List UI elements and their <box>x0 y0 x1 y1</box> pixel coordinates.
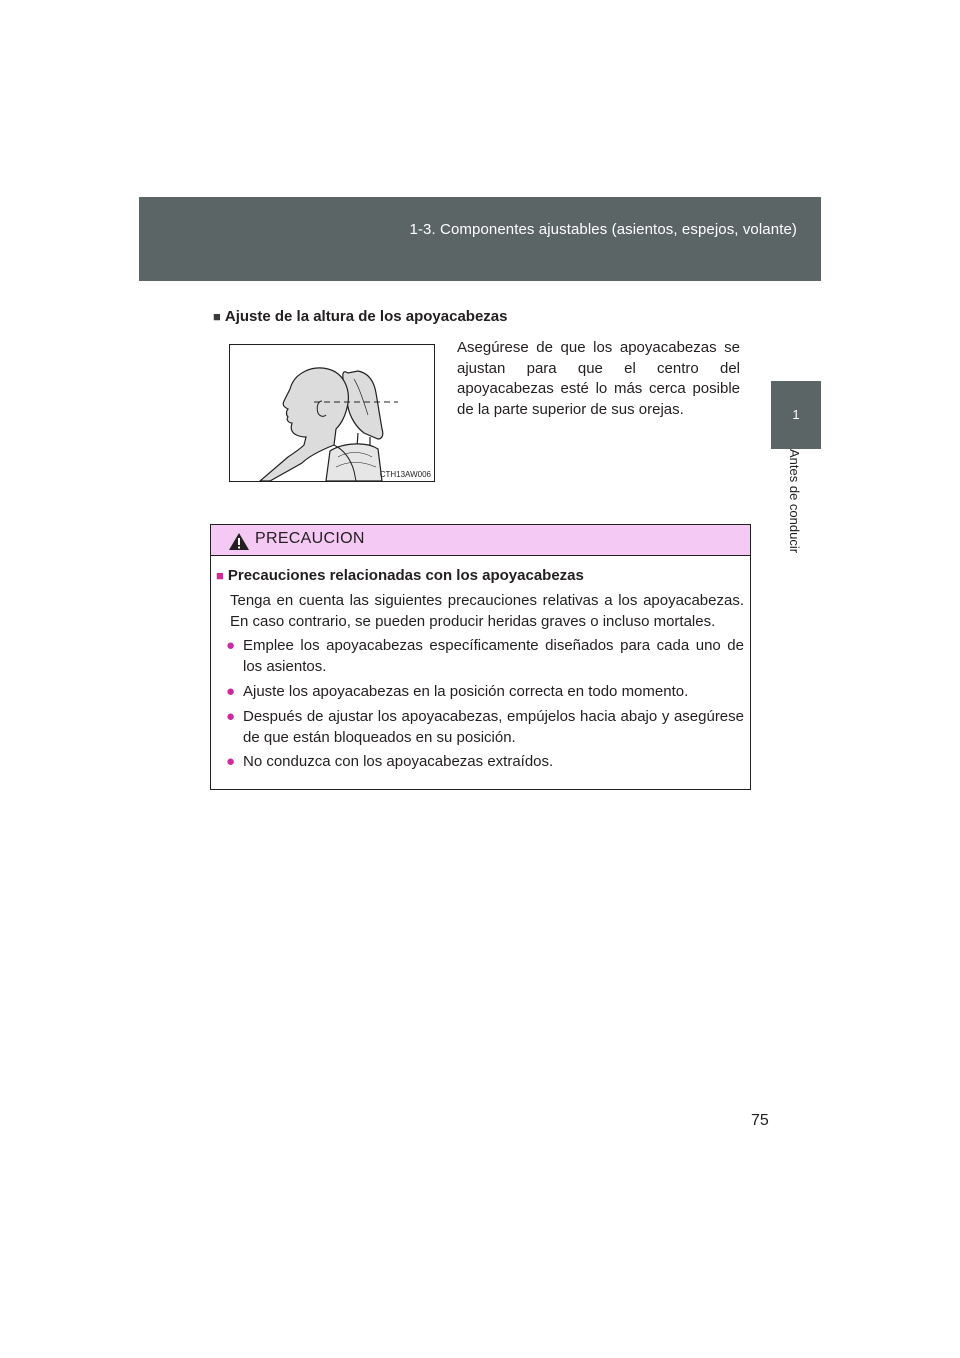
page-number: 75 <box>751 1112 769 1129</box>
caution-subheading-text: Precauciones relacionadas con los apoyacabezas <box>227 567 584 584</box>
section-title: 1-3. Componentes ajustables (asientos, espejos, volante) <box>409 221 797 238</box>
caution-subheading <box>216 567 584 584</box>
caution-bullet-text: Después de ajustar los apoyacabezas, empújelos hacia abajo y asegúrese de que están bloqueados en su posición. <box>243 708 744 746</box>
caution-box <box>210 524 751 790</box>
chapter-number: 1 <box>792 407 800 422</box>
warning-triangle-icon <box>228 532 250 551</box>
circle-bullet-icon: ● <box>226 753 236 770</box>
caution-intro-text: Tenga en cuenta las siguientes precauciones relativas a los apoyacabezas. En caso contrario, se pueden producir heridas graves o incluso mortales. <box>230 592 744 630</box>
caution-bullet <box>226 682 744 703</box>
caution-bullet-text: Emplee los apoyacabezas específicamente diseñados para cada uno de los asientos. <box>243 637 744 675</box>
circle-bullet-icon: ● <box>226 683 236 700</box>
caution-bullet-text: Ajuste los apoyacabezas en la posición correcta en todo momento. <box>243 683 689 700</box>
chapter-label: Antes de conducir <box>787 449 802 554</box>
square-bullet-icon: ■ <box>216 568 224 583</box>
figure-code: CTH13AW006 <box>379 470 431 479</box>
caution-bullet-text: No conduzca con los apoyacabezas extraídos. <box>243 753 554 770</box>
section-heading <box>213 308 507 325</box>
caution-header <box>211 525 750 556</box>
circle-bullet-icon: ● <box>226 708 236 725</box>
headrest-height-illustration <box>230 345 434 481</box>
chapter-tab <box>771 381 821 449</box>
caution-bullet <box>226 707 744 748</box>
circle-bullet-icon: ● <box>226 637 236 654</box>
caution-bullet <box>226 752 744 773</box>
section-heading-text: Ajuste de la altura de los apoyacabezas <box>224 308 508 325</box>
caution-bullet <box>226 636 744 677</box>
section-intro-text: Asegúrese de que los apoyacabezas se ajustan para que el centro del apoyacabezas esté lo más cerca posible de la parte superior de sus orejas. <box>457 339 740 418</box>
header-band <box>139 197 821 281</box>
chapter-label-wrap <box>771 449 821 589</box>
caution-title: PRECAUCION <box>255 530 365 547</box>
headrest-figure <box>229 344 435 482</box>
square-bullet-icon: ■ <box>213 309 221 324</box>
